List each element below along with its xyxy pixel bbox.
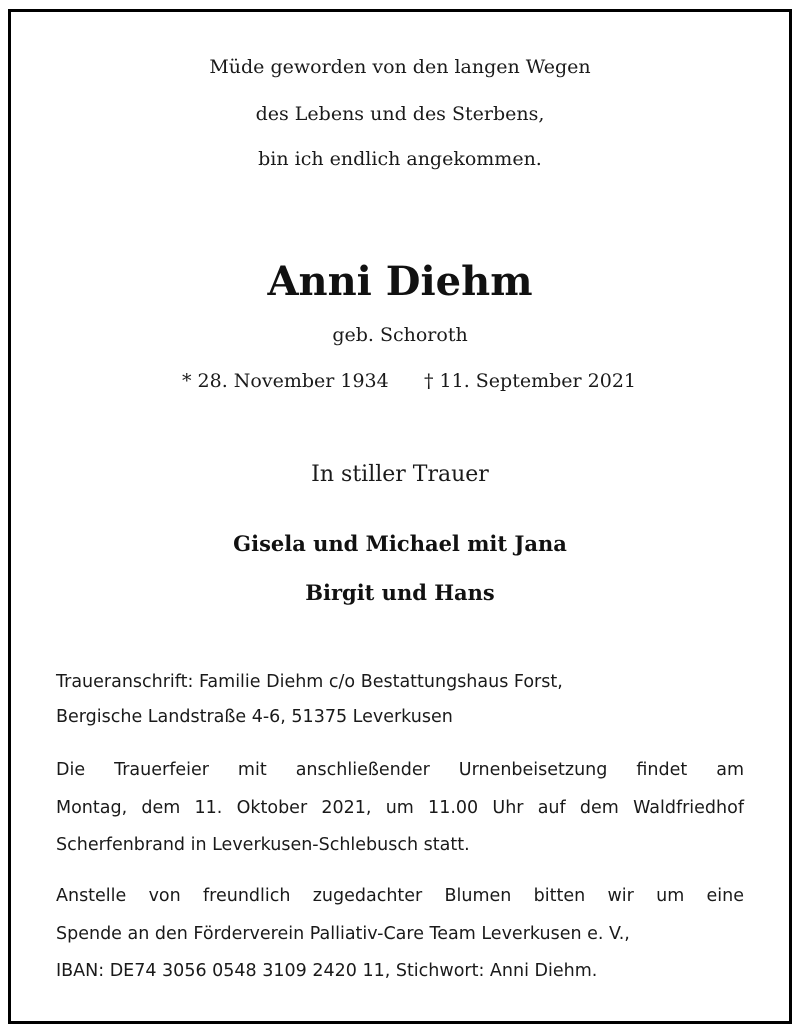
poem-line-3: bin ich endlich angekommen. xyxy=(258,148,542,170)
donation-line-1: Anstelle von freundlich zugedachter Blumen bitten wir um eine xyxy=(56,886,744,906)
death-date: † 11. September 2021 xyxy=(424,370,636,392)
birth-date: * 28. November 1934 xyxy=(182,370,389,392)
poem-line-1: Müde geworden von den langen Wegen xyxy=(209,56,591,78)
address-line-2: Bergische Landstraße 4-6, 51375 Leverkusen xyxy=(56,707,453,727)
family-line-2: Birgit und Hans xyxy=(305,580,495,605)
ceremony-line-3: Scherfenbrand in Leverkusen-Schlebusch statt. xyxy=(56,835,470,855)
ceremony-line-1: Die Trauerfeier mit anschließender Urnenbeisetzung findet am xyxy=(56,760,744,780)
poem-line-2: des Lebens und des Sterbens, xyxy=(255,103,545,125)
ceremony-line-2: Montag, dem 11. Oktober 2021, um 11.00 Uhr auf dem Waldfriedhof xyxy=(56,798,744,818)
mourning-heading: In stiller Trauer xyxy=(311,462,489,487)
address-line-1: Traueranschrift: Familie Diehm c/o Bestattungshaus Forst, xyxy=(56,672,563,692)
donation-line-2: Spende an den Förderverein Palliativ-Care Team Leverkusen e. V., xyxy=(56,924,630,944)
deceased-name: Anni Diehm xyxy=(267,258,533,305)
donation-line-3: IBAN: DE74 3056 0548 3109 2420 11, Stichwort: Anni Diehm. xyxy=(56,961,598,981)
family-line-1: Gisela und Michael mit Jana xyxy=(233,531,567,556)
maiden-name: geb. Schoroth xyxy=(332,324,468,346)
